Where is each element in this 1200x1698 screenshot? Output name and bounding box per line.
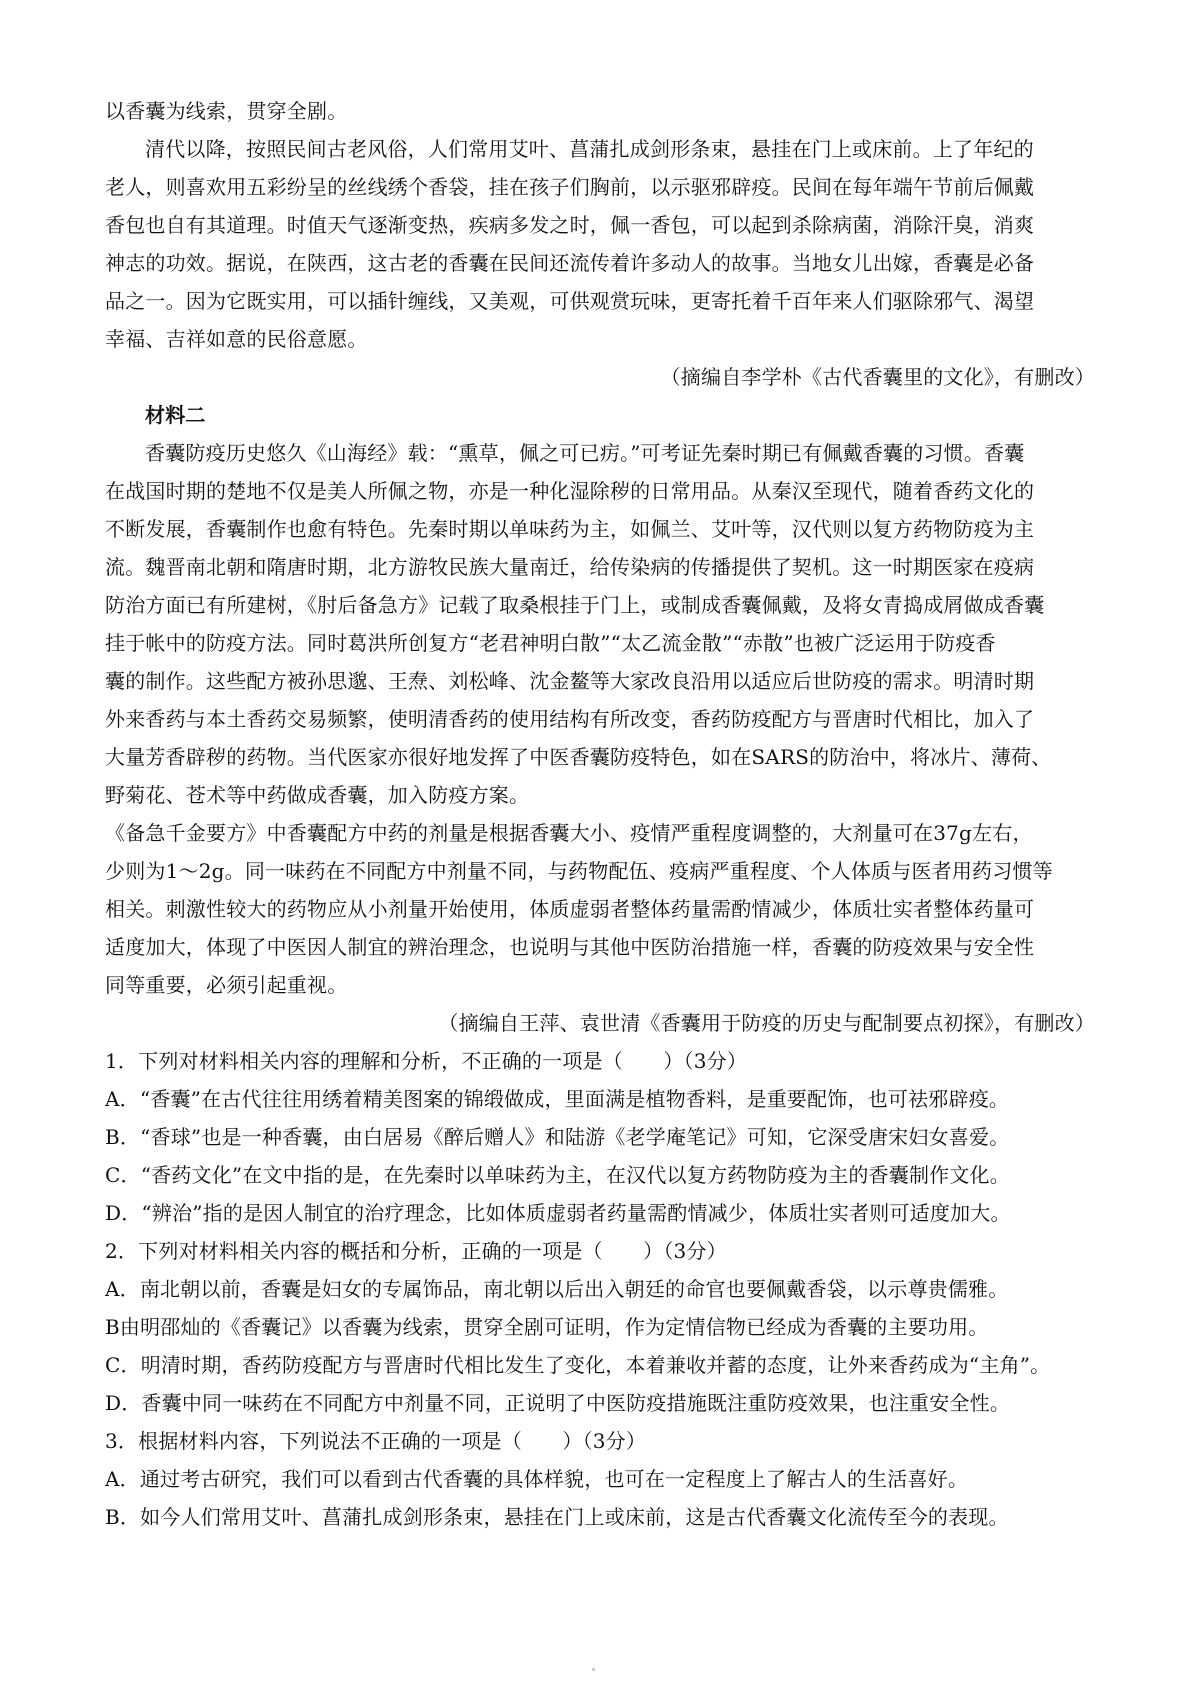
question-1-option-c: C．“香药文化”在文中指的是，在先秦时以单味药为主，在汉代以复方药物防疫为主的香囊制作文化。 — [105, 1163, 1010, 1187]
text-line: 野菊花、苍术等中药做成香囊，加入防疫方案。 — [105, 783, 530, 807]
text-line: 大量芳香辟秽的药物。当代医家亦很好地发挥了中医香囊防疫特色，如在SARS的防治中，将冰片、薄荷、 — [105, 745, 1052, 769]
text-line: 香囊防疫历史悠久《山海经》载：“熏草，佩之可已疠。”可考证先秦时期已有佩戴香囊的习惯。香囊 — [145, 441, 1025, 465]
source-citation-2: （摘编自王萍、袁世清《香囊用于防疫的历史与配制要点初探》，有删改） — [438, 1011, 1095, 1035]
text-line: 不断发展，香囊制作也愈有特色。先秦时期以单味药为主，如佩兰、艾叶等，汉代则以复方药物防疫为主 — [105, 517, 1035, 541]
paragraph-qing — [105, 130, 1095, 358]
question-1-option-b: B．“香球”也是一种香囊，由白居易《醉后赠人》和陆游《老学庵笔记》可知，它深受唐宋妇女喜爱。 — [105, 1125, 1010, 1149]
text-line: 外来香药与本土香药交易频繁，使明清香药的使用结构有所改变，香药防疫配方与晋唐时代相比，加入了 — [105, 707, 1035, 731]
text-line: 相关。刺激性较大的药物应从小剂量开始使用，体质虚弱者整体药量需酌情减少，体质壮实者整体药量可 — [105, 897, 1035, 921]
text-line: 幸福、吉祥如意的民俗意愿。 — [105, 327, 368, 351]
question-3-stem: 3．根据材料内容，下列说法不正确的一项是（ ）（3分） — [105, 1429, 647, 1453]
material-2-heading: 材料二 — [145, 403, 206, 427]
text-line: 防治方面已有所建树，《肘后备急方》记载了取桑根挂于门上，或制成香囊佩戴，及将女青捣成屑做成香囊 — [105, 593, 1045, 617]
text-line: 流。魏晋南北朝和隋唐时期，北方游牧民族大量南迁，给传染病的传播提供了契机。这一时期医家在疫病 — [105, 555, 1035, 579]
text-line: 同等重要，必须引起重视。 — [105, 973, 348, 997]
source-citation-1: （摘编自李学朴《古代香囊里的文化》，有删改） — [660, 365, 1095, 389]
question-2-option-a: A．南北朝以前，香囊是妇女的专属饰品，南北朝以后出入朝廷的命官也要佩戴香袋，以示尊贵儒雅。 — [105, 1277, 1009, 1301]
text-line: 在战国时期的楚地不仅是美人所佩之物，亦是一种化湿除秽的日常用品。从秦汉至现代，随着香药文化的 — [105, 479, 1035, 503]
text-line: 老人，则喜欢用五彩纷呈的丝线绣个香袋，挂在孩子们胸前，以示驱邪辟疫。民间在每年端午节前后佩戴 — [105, 175, 1035, 199]
paragraph-material-2b — [105, 814, 1095, 1004]
question-3-option-b: B．如今人们常用艾叶、菖蒲扎成剑形条束，悬挂在门上或床前，这是古代香囊文化流传至今的表现。 — [105, 1505, 1009, 1529]
question-3-option-a: A．通过考古研究，我们可以看到古代香囊的具体样貌，也可在一定程度上了解古人的生活喜好。 — [105, 1467, 969, 1491]
text-line: 神志的功效。据说，在陕西，这古老的香囊在民间还流传着许多动人的故事。当地女儿出嫁，香囊是必备 — [105, 251, 1035, 275]
text-line: 囊的制作。这些配方被孙思邈、王焘、刘松峰、沈金鳌等大家改良沿用以适应后世防疫的需求。明清时期 — [105, 669, 1035, 693]
question-2-stem: 2．下列对材料相关内容的概括和分析，正确的一项是（ ）（3分） — [105, 1239, 727, 1263]
question-2-option-d: D．香囊中同一味药在不同配方中剂量不同，正说明了中医防疫措施既注重防疫效果，也注重安全性。 — [105, 1391, 1011, 1415]
text-line: 清代以降，按照民间古老风俗，人们常用艾叶、菖蒲扎成剑形条束，悬挂在门上或床前。上了年纪的 — [145, 137, 1034, 161]
question-2-option-b: B由明邵灿的《香囊记》以香囊为线索，贯穿全剧可证明，作为定情信物已经成为香囊的主要功用。 — [105, 1315, 989, 1339]
page-footer-dot — [592, 1668, 595, 1671]
text-line: 香包也自有其道理。时值天气逐渐变热，疾病多发之时，佩一香包，可以起到杀除病菌，消除汗臭，消爽 — [105, 213, 1035, 237]
question-1-option-d: D．“辨治”指的是因人制宜的治疗理念，比如体质虚弱者药量需酌情减少，体质壮实者则可适度加大。 — [105, 1201, 1011, 1225]
text-line: 《备急千金要方》中香囊配方中药的剂量是根据香囊大小、疫情严重程度调整的，大剂量可在37g左右， — [105, 821, 1033, 845]
text-line: 少则为1～2g。同一味药在不同配方中剂量不同，与药物配伍、疫病严重程度、个人体质与医者用药习惯等 — [105, 859, 1053, 883]
question-2-option-c: C．明清时期，香药防疫配方与晋唐时代相比发生了变化，本着兼收并蓄的态度，让外来香药成为“主角”。 — [105, 1353, 1051, 1377]
question-1-option-a: A．“香囊”在古代往往用绣着精美图案的锦缎做成，里面满是植物香料，是重要配饰，也可祛邪辟疫。 — [105, 1087, 1010, 1111]
text-line: 适度加大，体现了中医因人制宜的辨治理念，也说明与其他中医防治措施一样，香囊的防疫效果与安全性 — [105, 935, 1035, 959]
text-line: 品之一。因为它既实用，可以插针缠线，又美观，可供观赏玩味，更寄托着千百年来人们驱除邪气、渴望 — [105, 289, 1035, 313]
text-line: 挂于帐中的防疫方法。同时葛洪所创复方“老君神明白散”“太乙流金散”“赤散”也被广泛运用于防疫香 — [105, 631, 996, 655]
exam-page — [105, 92, 1095, 1536]
questions — [105, 1042, 1095, 1536]
intro-line: 以香囊为线索，贯穿全剧。 — [105, 99, 348, 123]
question-1-stem: 1．下列对材料相关内容的理解和分析，不正确的一项是（ ）（3分） — [105, 1049, 748, 1073]
paragraph-material-2 — [105, 434, 1095, 814]
